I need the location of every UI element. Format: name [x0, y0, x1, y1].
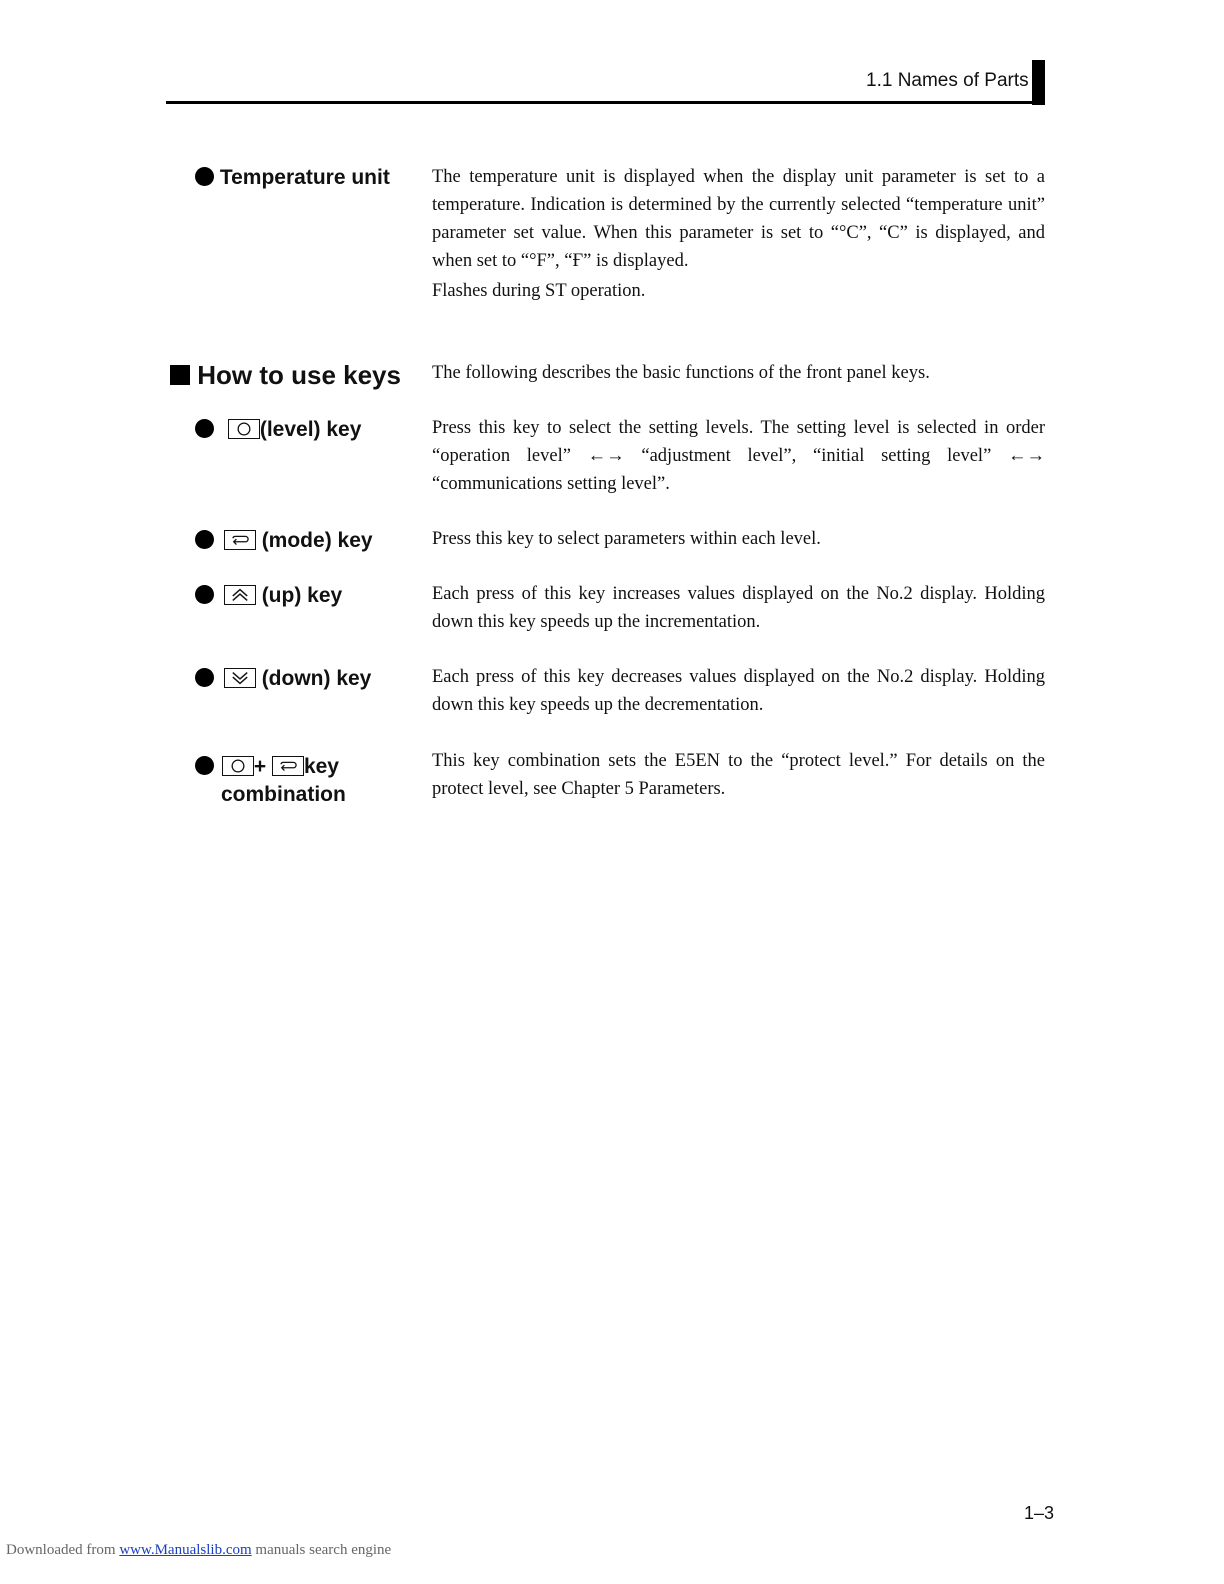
bullet-icon: [195, 419, 214, 438]
combo-key-description: This key combination sets the E5EN to the “protect level.” For details on the protect level, see Chapter 5 Parameters.: [432, 751, 1045, 799]
keys-intro: The following describes the basic functions of the front panel keys.: [432, 363, 930, 383]
header-tab-bar: [1032, 60, 1045, 105]
how-to-use-keys-heading: How to use keys: [170, 360, 401, 391]
bullet-icon: [195, 756, 214, 775]
level-key-heading: (level) key: [195, 418, 361, 442]
down-key-heading: (down) key: [195, 667, 371, 691]
bullet-icon: [195, 668, 214, 687]
down-key-icon: [224, 668, 256, 688]
square-bullet-icon: [170, 365, 190, 385]
mode-key-heading: (mode) key: [195, 529, 373, 553]
up-key-icon: [224, 585, 256, 605]
mode-key-description: Press this key to select parameters within each level.: [432, 529, 821, 549]
temperature-unit-body: The temperature unit is displayed when the display unit parameter is set to a temperature. Indication is determined by the currently selected “temperature unit” parameter set value. When this parameter is set to “°C”, “С” is displayed, and when set to “°F”, “Ғ” is displayed.: [432, 167, 1045, 271]
download-footer: Downloaded from www.Manualslib.com manuals search engine: [6, 1542, 392, 1558]
temperature-unit-heading: Temperature unit: [195, 166, 390, 190]
level-key-icon: [222, 756, 254, 776]
mode-key-icon: [272, 756, 304, 776]
combo-key-heading: + key combination: [195, 753, 346, 809]
page-number: 1–3: [1023, 1503, 1054, 1523]
bullet-icon: [195, 167, 214, 186]
up-key-heading: (up) key: [195, 584, 342, 608]
level-key-description: Press this key to select the setting levels. The setting level is selected in order “operation level” ←→ “adjustment level”, “initial setting level” ←→ “communications setting level”.: [432, 418, 1045, 494]
section-header: 1.1 Names of Parts: [866, 70, 1029, 91]
temperature-unit-description: [432, 163, 1045, 305]
mode-key-icon: [224, 530, 256, 550]
bullet-icon: [195, 530, 214, 549]
temperature-unit-body2: Flashes during ST operation.: [432, 281, 646, 301]
manualslib-link[interactable]: www.Manualslib.com: [119, 1542, 252, 1558]
combination-label: combination: [221, 783, 346, 806]
up-key-description: Each press of this key increases values displayed on the No.2 display. Holding down this key speeds up the incrementation.: [432, 584, 1045, 632]
bullet-icon: [195, 585, 214, 604]
header-rule: [166, 101, 1045, 104]
down-key-description: Each press of this key decreases values displayed on the No.2 display. Holding down this key speeds up the decrementation.: [432, 667, 1045, 715]
level-key-icon: [228, 419, 260, 439]
